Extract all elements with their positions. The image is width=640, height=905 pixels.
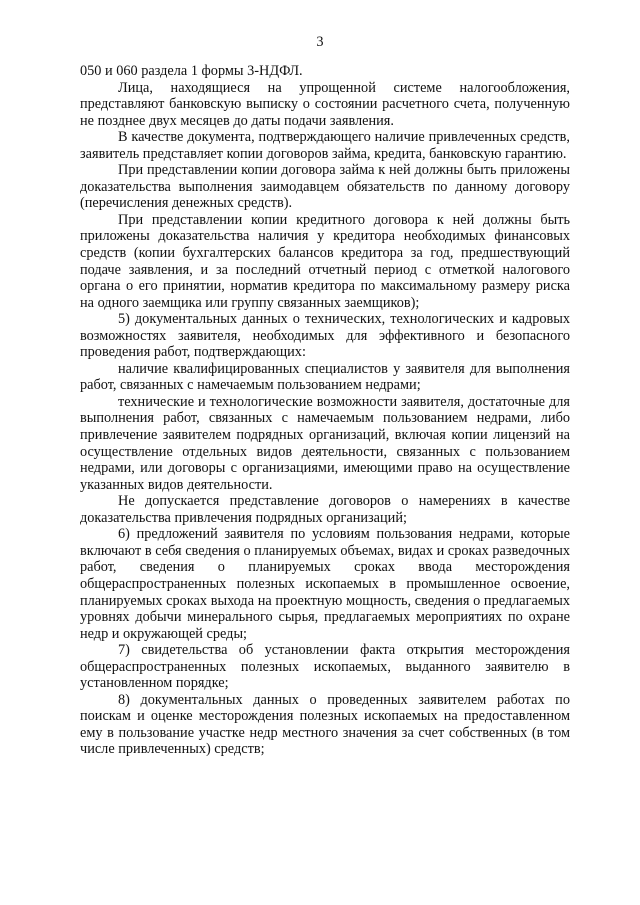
- document-body: [80, 63, 570, 758]
- paragraph-item-8: 8) документальных данных о проведенных заявителем работах по поискам и оценке месторождения полезных ископаемых на предоставленном ему в пользование участке недр местного значения за счет собственных (в том числе привлеченных) средств;: [80, 691, 570, 758]
- paragraph-item-7: 7) свидетельства об установлении факта открытия месторождения общераспространенных полезных ископаемых, выданного заявителю в установленном порядке;: [80, 642, 570, 692]
- page-number: 3: [316, 34, 324, 50]
- paragraph-simplified-tax: Лица, находящиеся на упрощенной системе налогообложения, представляют банковскую выписку о состоянии расчетного счета, полученную не позднее двух месяцев до даты подачи заявления.: [80, 79, 570, 129]
- paragraph-attracted-funds: В качестве документа, подтверждающего наличие привлеченных средств, заявитель представляет копии договоров займа, кредита, банковскую гарантию.: [80, 129, 570, 162]
- paragraph-item-6: 6) предложений заявителя по условиям пользования недрами, которые включают в себя сведения о планируемых объемах, видах и сроках разведочных работ, сведения о планируемых сроках ввода месторождения общераспространенных полезных ископаемых в промышленное освоение, планируемых сроках выхода на проектную мощность, сведения о предлагаемых уровнях добычи минерального сырья, предлагаемых мероприятиях по охране недр и окружающей среды;: [80, 526, 570, 642]
- paragraph-credit-agreement: При представлении копии кредитного договора к ней должны быть приложены доказательства наличия у кредитора необходимых финансовых средств (копии бухгалтерских балансов кредитора за год, предшествующий подаче заявления, и за последний отчетный период с отметкой налогового органа о его принятии, норматив кредитора по максимальному размеру риска на одного заемщика или группу связанных заемщиков);: [80, 211, 570, 311]
- paragraph-item-5: 5) документальных данных о технических, технологических и кадровых возможностях заявителя, необходимых для эффективного и безопасного проведения работ, подтверждающих:: [80, 311, 570, 361]
- paragraph-qualified-specialists: наличие квалифицированных специалистов у заявителя для выполнения работ, связанных с намечаемым пользованием недрами;: [80, 360, 570, 394]
- paragraph-technical-capabilities: технические и технологические возможности заявителя, достаточные для выполнения работ, связанных с намечаемым пользованием недрами, либо привлечение заявителем подрядных организаций, включая копии лицензий на осуществление отдельных видов деятельности, связанных с пользованием недрами, или договоры с организациями, имеющими право на осуществление указанных видов деятельности.: [80, 393, 570, 493]
- paragraph-form-reference: 050 и 060 раздела 1 формы 3-НДФЛ.: [80, 63, 303, 79]
- paragraph-intent-agreements: Не допускается представление договоров о намерениях в качестве доказательства привлечения подрядных организаций;: [80, 493, 570, 526]
- paragraph-loan-agreement: При представлении копии договора займа к ней должны быть приложены доказательства выполнения заимодавцем обязательств по данному договору (перечисления денежных средств).: [80, 162, 570, 212]
